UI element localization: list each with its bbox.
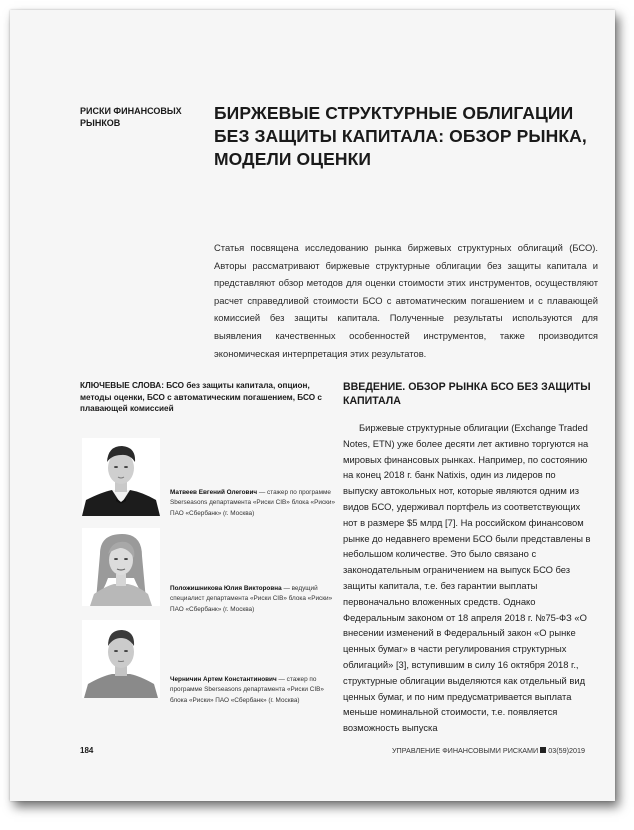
author-name-1: Матвеев Евгений Олегович [170, 489, 258, 496]
author-photo-2 [82, 528, 160, 606]
square-separator-icon [540, 747, 546, 753]
author-photo-1 [82, 438, 160, 516]
keywords: КЛЮЧЕВЫЕ СЛОВА: БСО без защиты капитала, опцион, методы оценки, БСО с автоматическим погашением, БСО с плавающей комиссией [80, 381, 322, 414]
body-text [343, 420, 593, 736]
author-info-3 [170, 675, 342, 706]
author-desc-1: — стажер по программе Sberseasons департамента «Риски CIB» блока «Риски» ПАО «Сбербанк» (г. Москва) [170, 489, 336, 517]
section-heading: ВВЕДЕНИЕ. ОБЗОР РЫНКА БСО БЕЗ ЗАЩИТЫ КАПИТАЛА [343, 381, 591, 407]
journal-footer [392, 746, 585, 755]
author-desc-2: — ведущий специалист департамента «Риски CIB» блока «Риски» ПАО «Сбербанк» (г. Москва) [170, 585, 333, 613]
author-info-1 [170, 488, 342, 519]
page-number: 184 [80, 746, 94, 755]
journal-issue: 03(59)2019 [548, 746, 585, 755]
journal-page [10, 10, 615, 801]
body-paragraph: Биржевые структурные облигации (Exchange Traded Notes, ETN) уже более десяти лет активно торгуются на мировых финансовых рынках. Например, по состоянию на конец 2018 г. банк Natixis, один из лидеров по выпуску автокольных нот, которые являются одним из видов БСО, удерживал портфель из соответствующих нот в размере $5 млрд [7]. На российском финансовом рынке до недавнего времени БСО были представлены в небольшом количестве. Это было связано с законодательным ограничением на выпуск БСО без защиты капитала, т.е. без гарантии выплаты первоначально вложенных средств. Однако Федеральным законом от 18 апреля 2018 г. №75-ФЗ «О внесении изменений в Федеральный закон «О рынке ценных бумаг» в части регулирования структурных облигаций» [3], вступившим в силу 16 октября 2018 г., структурные облигации выделяются как отдельный вид ценных бумаг, и по ним предусматривается выплата меньше номинальной стоимости, т.е. появляется возможность выпуска [343, 422, 591, 734]
author-info-2 [170, 584, 342, 615]
author-desc-3: — стажер по программе Sberseasons департамента «Риски CIB» блока «Риски» ПАО «Сбербанк» (г. Москва) [170, 676, 324, 704]
article-title: БИРЖЕВЫЕ СТРУКТУРНЫЕ ОБЛИГАЦИИ БЕЗ ЗАЩИТЫ КАПИТАЛА: ОБЗОР РЫНКА, МОДЕЛИ ОЦЕНКИ [214, 103, 587, 169]
author-name-3: Черничин Артем Константинович [170, 676, 277, 683]
journal-name: УПРАВЛЕНИЕ ФИНАНСОВЫМИ РИСКАМИ [391, 746, 539, 755]
article-abstract: Статья посвящена исследованию рынка биржевых структурных облигаций (БСО). Авторы рассматривают биржевые структурные облигации без защиты капитала и представляют обзор методов для оценки стоимости этих инструментов, осуществляют расчет справедливой стоимости БСО с автоматическим погашением и с плавающей комиссией без защиты капитала. Полученные результаты используются для выявления качественных особенностей инструментов, также производится экономическая интерпретация этих результатов. [214, 242, 598, 359]
section-rubric: РИСКИ ФИНАНСОВЫХ РЫНКОВ [80, 106, 182, 128]
author-photo-3 [82, 620, 160, 698]
author-name-2: Положишникова Юлия Викторовна [170, 585, 282, 592]
